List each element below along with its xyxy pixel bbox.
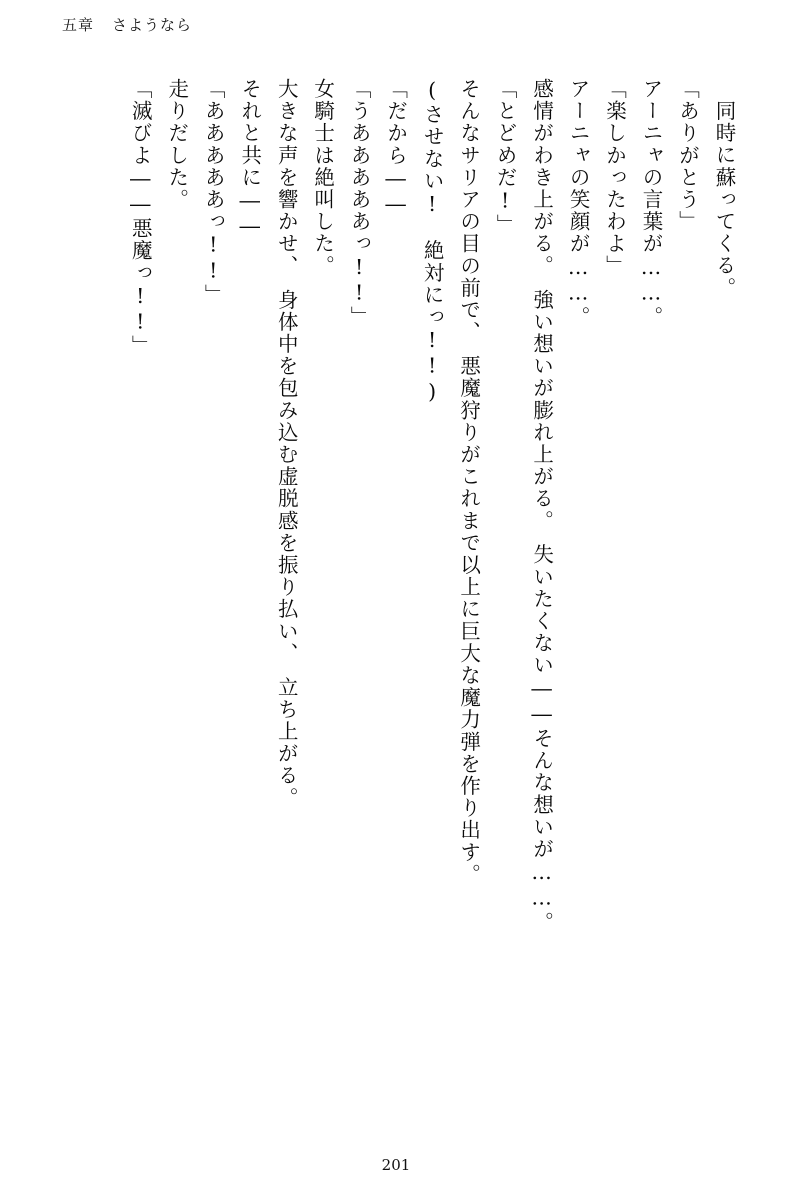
text-line: 「あああああっ!!」: [201, 78, 226, 306]
text-line: そんなサリアの目の前で、 悪魔狩りがこれまで以上に巨大な魔力弾を作り出す。: [456, 78, 481, 886]
text-line: 「うあああああっ!!」: [347, 78, 372, 329]
text-line: アーニャの言葉が……。: [639, 78, 664, 329]
body-text-area: [52, 78, 742, 1078]
text-line: それと共に――: [237, 78, 262, 240]
text-line: 女騎士は絶叫した。: [310, 78, 335, 277]
vertical-text-block: [122, 78, 742, 1038]
chapter-title: さようなら: [112, 16, 193, 34]
text-line: 感情がわき上がる。 強い想いが膨れ上がる。 失いたくない――そんな想いが……。: [529, 78, 554, 934]
text-line: アーニャの笑顔が……。: [566, 78, 591, 329]
running-head: [62, 14, 192, 35]
text-line: 「楽しかったわよ」: [602, 78, 627, 277]
text-line: 「ありがとう」: [675, 78, 700, 233]
text-line: 同時に蘇ってくる。: [712, 100, 736, 299]
text-line: 「だから――: [383, 78, 408, 218]
text-line: 「とどめだ!」: [493, 78, 518, 237]
text-line: 走りだした。: [164, 78, 189, 211]
text-line: 「滅びよ――悪魔っ!!」: [128, 78, 153, 358]
text-line: (させない! 絶対にっ!!): [420, 78, 445, 405]
page-number: 201: [381, 1156, 411, 1174]
chapter-number: 五章: [62, 16, 95, 34]
text-line: 大きな声を響かせ、 身体中を包み込む虚脱感を振り払い、 立ち上がる。: [274, 78, 299, 809]
